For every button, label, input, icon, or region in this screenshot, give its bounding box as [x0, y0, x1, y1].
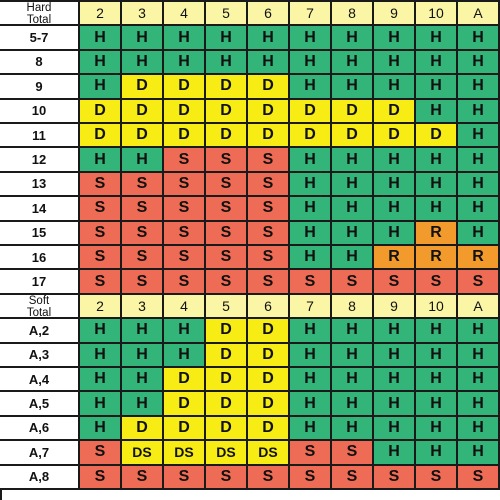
action-cell: H: [332, 75, 374, 99]
action-cell: H: [458, 51, 500, 75]
action-cell: H: [332, 417, 374, 441]
action-cell: D: [248, 344, 290, 368]
action-cell: H: [290, 197, 332, 221]
hand-row: [0, 417, 500, 441]
action-cell: H: [290, 368, 332, 392]
hand-label: 11: [0, 124, 80, 148]
action-cell: H: [416, 392, 458, 416]
dealer-card-header: 10: [416, 295, 458, 319]
action-cell: DS: [206, 441, 248, 465]
dealer-card-header: 9: [374, 2, 416, 26]
action-cell: D: [206, 344, 248, 368]
action-cell: S: [332, 466, 374, 490]
action-cell: S: [248, 148, 290, 172]
action-cell: S: [206, 173, 248, 197]
action-cell: D: [248, 392, 290, 416]
action-cell: S: [122, 270, 164, 294]
action-cell: S: [80, 466, 122, 490]
action-cell: S: [248, 222, 290, 246]
action-cell: S: [416, 270, 458, 294]
action-cell: D: [206, 319, 248, 343]
action-cell: S: [80, 222, 122, 246]
action-cell: H: [164, 319, 206, 343]
action-cell: D: [164, 75, 206, 99]
hand-row: [0, 319, 500, 343]
action-cell: D: [332, 100, 374, 124]
action-cell: H: [248, 26, 290, 50]
action-cell: S: [206, 222, 248, 246]
action-cell: H: [164, 344, 206, 368]
action-cell: H: [374, 51, 416, 75]
action-cell: H: [416, 100, 458, 124]
action-cell: S: [80, 270, 122, 294]
hand-label: 16: [0, 246, 80, 270]
action-cell: H: [332, 51, 374, 75]
action-cell: H: [206, 26, 248, 50]
dealer-card-header: 5: [206, 295, 248, 319]
hand-label: A,8: [0, 466, 80, 490]
hand-label: 13: [0, 173, 80, 197]
action-cell: H: [80, 148, 122, 172]
action-cell: D: [248, 75, 290, 99]
action-cell: S: [332, 270, 374, 294]
section-title: Soft Total: [0, 295, 80, 319]
hand-label: 10: [0, 100, 80, 124]
action-cell: H: [458, 26, 500, 50]
hand-row: [0, 197, 500, 221]
action-cell: H: [122, 392, 164, 416]
action-cell: H: [458, 75, 500, 99]
action-cell: H: [290, 392, 332, 416]
hand-label: A,7: [0, 441, 80, 465]
hand-row: [0, 124, 500, 148]
hand-label: 14: [0, 197, 80, 221]
action-cell: H: [332, 319, 374, 343]
action-cell: H: [122, 51, 164, 75]
action-cell: H: [290, 222, 332, 246]
action-cell: H: [458, 197, 500, 221]
hand-row: [0, 100, 500, 124]
action-cell: S: [206, 197, 248, 221]
action-cell: S: [206, 270, 248, 294]
action-cell: S: [122, 466, 164, 490]
action-cell: H: [416, 417, 458, 441]
action-cell: S: [164, 466, 206, 490]
action-cell: D: [206, 75, 248, 99]
action-cell: S: [80, 197, 122, 221]
hand-label: 17: [0, 270, 80, 294]
action-cell: H: [374, 197, 416, 221]
action-cell: H: [332, 26, 374, 50]
action-cell: DS: [164, 441, 206, 465]
action-cell: H: [458, 417, 500, 441]
hand-row: [0, 148, 500, 172]
action-cell: D: [122, 100, 164, 124]
action-cell: S: [80, 173, 122, 197]
action-cell: H: [290, 173, 332, 197]
hand-row: [0, 392, 500, 416]
dealer-card-header: 7: [290, 295, 332, 319]
hand-row: [0, 222, 500, 246]
action-cell: H: [374, 319, 416, 343]
action-cell: D: [164, 100, 206, 124]
action-cell: H: [332, 148, 374, 172]
action-cell: H: [164, 51, 206, 75]
action-cell: H: [416, 26, 458, 50]
action-cell: D: [122, 417, 164, 441]
action-cell: H: [332, 246, 374, 270]
action-cell: D: [206, 417, 248, 441]
action-cell: H: [290, 51, 332, 75]
dealer-card-header: 2: [80, 2, 122, 26]
dealer-card-header: 6: [248, 2, 290, 26]
action-cell: H: [332, 197, 374, 221]
action-cell: H: [458, 344, 500, 368]
action-cell: D: [290, 124, 332, 148]
action-cell: S: [122, 246, 164, 270]
hand-label: 12: [0, 148, 80, 172]
action-cell: H: [416, 344, 458, 368]
action-cell: H: [416, 319, 458, 343]
action-cell: H: [416, 197, 458, 221]
action-cell: H: [374, 26, 416, 50]
action-cell: D: [164, 417, 206, 441]
action-cell: S: [248, 466, 290, 490]
action-cell: S: [122, 173, 164, 197]
action-cell: S: [164, 173, 206, 197]
action-cell: D: [80, 100, 122, 124]
action-cell: S: [458, 270, 500, 294]
dealer-card-header: 7: [290, 2, 332, 26]
action-cell: S: [248, 173, 290, 197]
action-cell: D: [164, 368, 206, 392]
action-cell: H: [458, 124, 500, 148]
action-cell: H: [80, 51, 122, 75]
action-cell: D: [374, 100, 416, 124]
action-cell: H: [458, 173, 500, 197]
dealer-card-header: 3: [122, 295, 164, 319]
action-cell: H: [458, 148, 500, 172]
action-cell: H: [416, 368, 458, 392]
hand-row: [0, 270, 500, 294]
dealer-card-header: 8: [332, 2, 374, 26]
action-cell: D: [248, 124, 290, 148]
dealer-card-header: 6: [248, 295, 290, 319]
action-cell: H: [458, 441, 500, 465]
dealer-card-header: 8: [332, 295, 374, 319]
hand-label: 5-7: [0, 26, 80, 50]
action-cell: H: [80, 417, 122, 441]
action-cell: D: [80, 124, 122, 148]
action-cell: H: [122, 26, 164, 50]
action-cell: H: [416, 441, 458, 465]
action-cell: S: [290, 441, 332, 465]
action-cell: S: [248, 246, 290, 270]
action-cell: S: [80, 441, 122, 465]
action-cell: D: [164, 392, 206, 416]
action-cell: H: [374, 75, 416, 99]
action-cell: H: [206, 51, 248, 75]
dealer-card-header: A: [458, 295, 500, 319]
hand-label: A,6: [0, 417, 80, 441]
hand-row: [0, 26, 500, 50]
action-cell: H: [248, 51, 290, 75]
dealer-card-header: 9: [374, 295, 416, 319]
action-cell: H: [374, 222, 416, 246]
action-cell: H: [374, 368, 416, 392]
action-cell: D: [206, 100, 248, 124]
action-cell: H: [332, 222, 374, 246]
action-cell: DS: [248, 441, 290, 465]
action-cell: S: [416, 466, 458, 490]
hand-row: [0, 466, 500, 490]
action-cell: H: [80, 368, 122, 392]
dealer-card-header: 5: [206, 2, 248, 26]
action-cell: S: [248, 270, 290, 294]
action-cell: H: [80, 344, 122, 368]
dealer-card-header: 4: [164, 295, 206, 319]
hand-row: [0, 344, 500, 368]
action-cell: D: [206, 124, 248, 148]
hand-row: [0, 173, 500, 197]
action-cell: H: [458, 392, 500, 416]
action-cell: H: [80, 392, 122, 416]
action-cell: H: [458, 368, 500, 392]
hand-label: A,5: [0, 392, 80, 416]
action-cell: S: [206, 246, 248, 270]
hand-label: 15: [0, 222, 80, 246]
action-cell: S: [164, 270, 206, 294]
dealer-card-header: 4: [164, 2, 206, 26]
action-cell: D: [248, 417, 290, 441]
action-cell: H: [80, 26, 122, 50]
dealer-card-header: 2: [80, 295, 122, 319]
action-cell: H: [122, 148, 164, 172]
hand-label: 9: [0, 75, 80, 99]
dealer-card-header: 3: [122, 2, 164, 26]
action-cell: S: [248, 197, 290, 221]
action-cell: S: [206, 148, 248, 172]
action-cell: S: [332, 441, 374, 465]
dealer-card-header: A: [458, 2, 500, 26]
action-cell: H: [80, 319, 122, 343]
action-cell: D: [206, 392, 248, 416]
hand-row: [0, 441, 500, 465]
action-cell: DS: [122, 441, 164, 465]
action-cell: R: [458, 246, 500, 270]
action-cell: S: [458, 466, 500, 490]
action-cell: R: [416, 222, 458, 246]
action-cell: H: [374, 392, 416, 416]
action-cell: H: [374, 417, 416, 441]
action-cell: D: [248, 100, 290, 124]
hand-label: 8: [0, 51, 80, 75]
action-cell: H: [332, 344, 374, 368]
action-cell: S: [122, 197, 164, 221]
hand-row: [0, 75, 500, 99]
action-cell: H: [290, 75, 332, 99]
action-cell: H: [122, 368, 164, 392]
dealer-card-header: 10: [416, 2, 458, 26]
action-cell: H: [416, 51, 458, 75]
action-cell: H: [290, 417, 332, 441]
action-cell: H: [458, 319, 500, 343]
action-cell: H: [458, 100, 500, 124]
action-cell: D: [164, 124, 206, 148]
action-cell: H: [374, 148, 416, 172]
action-cell: D: [290, 100, 332, 124]
action-cell: H: [416, 148, 458, 172]
action-cell: S: [122, 222, 164, 246]
action-cell: D: [248, 368, 290, 392]
action-cell: S: [290, 270, 332, 294]
hand-row: [0, 368, 500, 392]
action-cell: H: [458, 222, 500, 246]
section-title: Hard Total: [0, 2, 80, 26]
action-cell: H: [416, 75, 458, 99]
action-cell: H: [290, 26, 332, 50]
action-cell: H: [290, 148, 332, 172]
action-cell: H: [164, 26, 206, 50]
action-cell: H: [80, 75, 122, 99]
action-cell: S: [164, 222, 206, 246]
action-cell: S: [80, 246, 122, 270]
action-cell: D: [374, 124, 416, 148]
hand-label: A,2: [0, 319, 80, 343]
hand-label: A,3: [0, 344, 80, 368]
action-cell: H: [122, 319, 164, 343]
action-cell: D: [122, 75, 164, 99]
dealer-header-row: [0, 295, 500, 319]
action-cell: S: [164, 148, 206, 172]
action-cell: H: [122, 344, 164, 368]
hand-row: [0, 246, 500, 270]
action-cell: H: [332, 368, 374, 392]
action-cell: D: [416, 124, 458, 148]
action-cell: S: [164, 197, 206, 221]
action-cell: D: [248, 319, 290, 343]
action-cell: S: [374, 270, 416, 294]
action-cell: H: [416, 173, 458, 197]
action-cell: H: [290, 319, 332, 343]
action-cell: R: [374, 246, 416, 270]
hand-row: [0, 51, 500, 75]
action-cell: S: [290, 466, 332, 490]
hand-label: A,4: [0, 368, 80, 392]
action-cell: D: [332, 124, 374, 148]
action-cell: H: [374, 441, 416, 465]
action-cell: H: [374, 173, 416, 197]
action-cell: H: [332, 173, 374, 197]
action-cell: R: [416, 246, 458, 270]
action-cell: H: [332, 392, 374, 416]
action-cell: S: [206, 466, 248, 490]
action-cell: D: [206, 368, 248, 392]
action-cell: S: [374, 466, 416, 490]
dealer-header-row: [0, 2, 500, 26]
action-cell: H: [290, 246, 332, 270]
action-cell: H: [374, 344, 416, 368]
action-cell: H: [290, 344, 332, 368]
action-cell: D: [122, 124, 164, 148]
action-cell: S: [164, 246, 206, 270]
